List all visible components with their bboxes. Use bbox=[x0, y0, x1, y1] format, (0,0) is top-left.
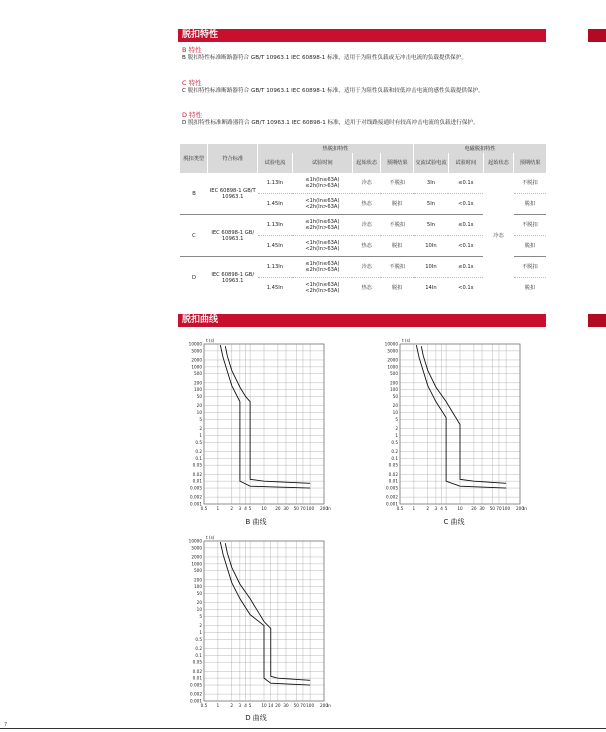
x-tick-label: 20 bbox=[275, 506, 281, 511]
cell-result: 不脱扣 bbox=[381, 173, 414, 194]
x-tick-label: 5 bbox=[248, 506, 252, 511]
y-tick-label: 2000 bbox=[191, 554, 202, 560]
y-tick-label: 0.005 bbox=[190, 485, 202, 491]
cell-mresult: 不脱扣 bbox=[514, 257, 546, 278]
y-tick-label: 10000 bbox=[188, 341, 202, 347]
y-tick-label: 2 bbox=[199, 623, 202, 629]
x-tick-label: 30 bbox=[283, 703, 289, 708]
cell-mtime: ≤0.1s bbox=[448, 215, 483, 236]
y-tick-label: 5000 bbox=[191, 545, 202, 551]
section-bar-trip-characteristics bbox=[178, 29, 546, 42]
x-tick-label: 4 bbox=[244, 703, 247, 708]
y-tick-label: 200 bbox=[194, 577, 202, 583]
cell-current: 1.45In bbox=[266, 243, 284, 249]
trip-spec-table bbox=[180, 144, 546, 298]
cell-current: 1.45In bbox=[266, 201, 284, 207]
cell-init: 热态 bbox=[361, 201, 372, 207]
cell-standard: IEC 60898-1 GB/ 10963.1 bbox=[208, 215, 258, 257]
x-tick-label: 50 bbox=[489, 506, 495, 511]
y-tick-label: 2 bbox=[395, 426, 398, 432]
cell-mresult: 脱扣 bbox=[524, 285, 536, 291]
x-tick-label: 100 bbox=[306, 506, 315, 511]
y-tick-label: 500 bbox=[194, 568, 202, 574]
cell-ac: 10In bbox=[414, 257, 449, 278]
cell-time-2: <2h(In>63A) bbox=[305, 288, 340, 294]
y-tick-label: 0.1 bbox=[195, 455, 202, 461]
y-tick-label: 20 bbox=[392, 403, 398, 409]
section-title: 脱扣曲线 bbox=[182, 315, 219, 325]
x-tick-label: 200 bbox=[516, 506, 524, 511]
cell-result: 不脱扣 bbox=[381, 257, 414, 278]
cell-mtime: <0.1s bbox=[458, 243, 474, 249]
x-tick-label: 2 bbox=[230, 703, 234, 708]
y-tick-label: 0.1 bbox=[195, 652, 202, 658]
cell-ac: 3In bbox=[414, 173, 449, 194]
x-tick-label: 30 bbox=[479, 506, 485, 511]
cell-standard: IEC 60898-1 GB/ 10963.1 bbox=[208, 257, 258, 299]
x-tick-label: 70 bbox=[300, 506, 306, 511]
y-tick-label: 0.2 bbox=[391, 448, 398, 454]
cell-ac: 5In bbox=[426, 201, 436, 207]
cell-type: B bbox=[192, 190, 196, 197]
y-tick-label: 0.02 bbox=[192, 471, 202, 477]
x-tick-label: 100 bbox=[502, 506, 511, 511]
cell-mtime: <0.1s bbox=[458, 285, 474, 291]
y-tick-label: 0.05 bbox=[388, 462, 398, 468]
y-tick-label: 100 bbox=[194, 584, 202, 590]
x-axis-unit-label: In bbox=[327, 506, 331, 511]
header-init-state: 起始状态 bbox=[352, 153, 380, 173]
y-tick-label: 20 bbox=[196, 600, 202, 606]
type-b-block bbox=[182, 45, 552, 62]
cell-time-1: <1h(In≤63A) bbox=[305, 240, 340, 246]
y-tick-label: 500 bbox=[194, 371, 202, 377]
cell-result: 不脱扣 bbox=[381, 215, 414, 236]
y-tick-label: 1000 bbox=[191, 364, 202, 370]
y-tick-label: 0.5 bbox=[195, 636, 202, 642]
cell-time-2: <2h(In>63A) bbox=[305, 204, 340, 210]
cell-mresult: 不脱扣 bbox=[514, 215, 546, 236]
x-tick-label: 3 bbox=[238, 703, 242, 708]
y-axis-label: t (s) bbox=[206, 338, 215, 343]
cell-time-1: ≤1h(In≤63A) bbox=[305, 177, 340, 183]
table-header-row bbox=[180, 144, 546, 153]
header-standard: 符合标准 bbox=[208, 144, 258, 173]
y-tick-label: 0.001 bbox=[190, 501, 202, 507]
cell-current: 1.13In bbox=[258, 257, 293, 278]
y-tick-label: 0.001 bbox=[386, 501, 398, 507]
cell-standard: IEC 60898-1 GB/T 10963.1 bbox=[209, 187, 256, 200]
bar-accent bbox=[588, 29, 606, 42]
x-tick-label: 3 bbox=[238, 506, 242, 511]
x-tick-label: 14 bbox=[268, 703, 274, 708]
x-tick-label: 0.5 bbox=[200, 703, 208, 708]
cell-time bbox=[292, 278, 352, 299]
cell-mresult: 脱扣 bbox=[524, 243, 536, 249]
y-tick-label: 0.005 bbox=[386, 485, 398, 491]
cell-time bbox=[292, 215, 352, 236]
chart-b-caption: B 曲线 bbox=[245, 518, 267, 526]
y-tick-label: 1 bbox=[199, 629, 202, 635]
x-tick-label: 1 bbox=[412, 506, 416, 511]
section-bar-trip-curves bbox=[178, 314, 546, 327]
cell-ac: 5In bbox=[414, 215, 449, 236]
footer-line bbox=[0, 728, 606, 729]
cell-ac: 14In bbox=[425, 285, 437, 291]
cell-init: 冷态 bbox=[352, 173, 380, 194]
cell-mtime: ≤0.1s bbox=[448, 173, 483, 194]
y-tick-label: 0.5 bbox=[195, 439, 202, 445]
cell-time bbox=[292, 257, 352, 278]
cell-type: C bbox=[180, 215, 208, 257]
cell-type: D bbox=[180, 257, 208, 299]
y-axis-label: t (s) bbox=[402, 338, 411, 343]
cell-mtime: ≤0.1s bbox=[448, 257, 483, 278]
x-tick-label: 2 bbox=[426, 506, 430, 511]
cell-ac: 10In bbox=[425, 243, 437, 249]
y-tick-label: 50 bbox=[196, 591, 202, 597]
cell-current: 1.13In bbox=[258, 173, 293, 194]
x-tick-label: 2 bbox=[230, 506, 234, 511]
trip-curve-chart-d bbox=[180, 533, 340, 713]
type-b-heading: B 特性 bbox=[182, 46, 202, 54]
header-magnetic: 电磁脱扣特性 bbox=[414, 144, 546, 153]
y-tick-label: 10 bbox=[392, 410, 398, 416]
x-tick-label: 1 bbox=[216, 506, 220, 511]
cell-result: 脱扣 bbox=[392, 285, 403, 291]
x-tick-label: 20 bbox=[275, 703, 281, 708]
x-tick-label: 10 bbox=[457, 506, 463, 511]
trip-curve-chart-b bbox=[180, 336, 340, 516]
y-tick-label: 0.02 bbox=[388, 471, 398, 477]
y-tick-label: 10000 bbox=[384, 341, 398, 347]
y-tick-label: 200 bbox=[194, 380, 202, 386]
y-tick-label: 5 bbox=[395, 416, 398, 422]
x-tick-label: 4 bbox=[440, 506, 443, 511]
x-tick-label: 50 bbox=[293, 703, 299, 708]
y-tick-label: 200 bbox=[390, 380, 398, 386]
y-tick-label: 1 bbox=[395, 432, 398, 438]
x-tick-label: 20 bbox=[471, 506, 477, 511]
cell-time-1: ≤1h(In≤63A) bbox=[305, 261, 340, 267]
cell-time-1: <1h(In≤63A) bbox=[305, 198, 340, 204]
section-title: 脱扣特性 bbox=[182, 30, 219, 40]
header-test-current: 试验电流 bbox=[258, 153, 293, 173]
y-tick-label: 0.05 bbox=[192, 659, 202, 665]
x-tick-label: 70 bbox=[300, 703, 306, 708]
cell-time-2: ≤2h(In>63A) bbox=[305, 267, 340, 273]
x-tick-label: 3 bbox=[434, 506, 438, 511]
y-tick-label: 10000 bbox=[188, 538, 202, 544]
cell-time-1: ≤1h(In≤63A) bbox=[305, 219, 340, 225]
cell-current: 1.13In bbox=[258, 215, 293, 236]
y-tick-label: 2000 bbox=[387, 357, 398, 363]
x-tick-label: 0.5 bbox=[396, 506, 404, 511]
cell-time bbox=[292, 236, 352, 257]
cell-mag-init-merged: 冷态 bbox=[493, 232, 504, 239]
x-tick-label: 50 bbox=[293, 506, 299, 511]
header-thermal: 热脱扣特性 bbox=[258, 144, 414, 153]
cell-time bbox=[292, 173, 352, 194]
y-axis-label: t (s) bbox=[206, 535, 215, 540]
cell-mresult: 不脱扣 bbox=[514, 173, 546, 194]
cell-time-2: ≤2h(In>63A) bbox=[305, 183, 340, 189]
cell-init: 热态 bbox=[361, 285, 372, 291]
x-tick-label: 5 bbox=[248, 703, 252, 708]
y-tick-label: 100 bbox=[390, 387, 398, 393]
cell-result: 脱扣 bbox=[392, 243, 403, 249]
chart-c-caption: C 曲线 bbox=[443, 518, 465, 526]
cell-init: 冷态 bbox=[352, 257, 380, 278]
cell-time-2: <2h(In>63A) bbox=[305, 246, 340, 252]
x-tick-label: 200 bbox=[320, 506, 328, 511]
y-tick-label: 0.01 bbox=[388, 478, 398, 484]
y-tick-label: 2000 bbox=[191, 357, 202, 363]
table-row bbox=[180, 173, 546, 194]
y-tick-label: 500 bbox=[390, 371, 398, 377]
cell-init: 冷态 bbox=[352, 215, 380, 236]
y-tick-label: 0.1 bbox=[391, 455, 398, 461]
x-tick-label: 1 bbox=[216, 703, 220, 708]
y-tick-label: 0.05 bbox=[192, 462, 202, 468]
y-tick-label: 5 bbox=[199, 416, 202, 422]
y-tick-label: 10 bbox=[196, 607, 202, 613]
y-tick-label: 0.002 bbox=[190, 691, 202, 697]
y-tick-label: 5000 bbox=[191, 348, 202, 354]
header-test-time: 试验时间 bbox=[292, 153, 352, 173]
y-tick-label: 0.002 bbox=[190, 494, 202, 500]
y-tick-label: 0.2 bbox=[195, 645, 202, 651]
y-tick-label: 0.002 bbox=[386, 494, 398, 500]
x-axis-unit-label: In bbox=[523, 506, 527, 511]
type-d-block bbox=[182, 110, 552, 127]
header-mag-expected: 预期结果 bbox=[514, 153, 546, 173]
x-tick-label: 4 bbox=[244, 506, 247, 511]
y-tick-label: 1000 bbox=[387, 364, 398, 370]
x-tick-label: 5 bbox=[444, 506, 448, 511]
type-d-description: D 脱扣特性标准断路器符合 GB/T 10963.1 IEC 60898-1 标准，适用于对线路接通时有较高冲击电流的负载进行保护。 bbox=[182, 120, 479, 126]
y-tick-label: 5 bbox=[199, 613, 202, 619]
header-type: 脱扣类型 bbox=[180, 144, 208, 173]
cell-result: 脱扣 bbox=[392, 201, 403, 207]
header-mag-test-time: 试验时间 bbox=[448, 153, 483, 173]
x-tick-label: 10 bbox=[261, 703, 267, 708]
header-ac-test-current: 交流试验电流 bbox=[414, 153, 449, 173]
type-b-description: B 脱扣特性标准断路器符合 GB/T 10963.1 IEC 60898-1 标准，适用于为阻性负载或无冲击电流的负载提供保护。 bbox=[182, 55, 467, 61]
x-tick-label: 10 bbox=[261, 506, 267, 511]
y-tick-label: 5000 bbox=[387, 348, 398, 354]
type-c-block bbox=[182, 78, 552, 95]
y-tick-label: 0.01 bbox=[192, 478, 202, 484]
trip-curve-chart-c bbox=[376, 336, 536, 516]
header-expected: 预期结果 bbox=[381, 153, 414, 173]
cell-time bbox=[292, 194, 352, 215]
x-tick-label: 0.5 bbox=[200, 506, 208, 511]
x-tick-label: 30 bbox=[283, 506, 289, 511]
cell-mresult: 脱扣 bbox=[524, 201, 536, 207]
y-tick-label: 1000 bbox=[191, 561, 202, 567]
cell-time-1: <1h(In≤63A) bbox=[305, 282, 340, 288]
cell-init: 热态 bbox=[361, 243, 372, 249]
x-tick-label: 70 bbox=[496, 506, 502, 511]
x-axis-unit-label: In bbox=[327, 703, 331, 708]
y-tick-label: 0.005 bbox=[190, 682, 202, 688]
cell-time-2: ≤2h(In>63A) bbox=[305, 225, 340, 231]
type-c-description: C 脱扣特性标准断路器符合 GB/T 10963.1 IEC 60898-1 标准，适用于为阻性负载和较低冲击电流的感性负载提供保护。 bbox=[182, 88, 484, 94]
y-tick-label: 0.01 bbox=[192, 675, 202, 681]
cell-current: 1.45In bbox=[266, 285, 284, 291]
y-tick-label: 0.02 bbox=[192, 668, 202, 674]
y-tick-label: 50 bbox=[392, 394, 398, 400]
y-tick-label: 50 bbox=[196, 394, 202, 400]
footer-mark: 7 bbox=[4, 722, 8, 728]
y-tick-label: 2 bbox=[199, 426, 202, 432]
x-tick-label: 100 bbox=[306, 703, 315, 708]
y-tick-label: 0.001 bbox=[190, 698, 202, 704]
bar-accent bbox=[588, 314, 606, 327]
chart-d-caption: D 曲线 bbox=[245, 714, 267, 722]
cell-mtime: <0.1s bbox=[458, 201, 474, 207]
x-tick-label: 200 bbox=[320, 703, 328, 708]
type-c-heading: C 特性 bbox=[182, 79, 202, 87]
y-tick-label: 10 bbox=[196, 410, 202, 416]
y-tick-label: 1 bbox=[199, 432, 202, 438]
y-tick-label: 20 bbox=[196, 403, 202, 409]
y-tick-label: 100 bbox=[194, 387, 202, 393]
y-tick-label: 0.5 bbox=[391, 439, 398, 445]
y-tick-label: 0.2 bbox=[195, 448, 202, 454]
header-mag-init: 起始状态 bbox=[483, 153, 514, 173]
type-d-heading: D 特性 bbox=[182, 111, 203, 119]
